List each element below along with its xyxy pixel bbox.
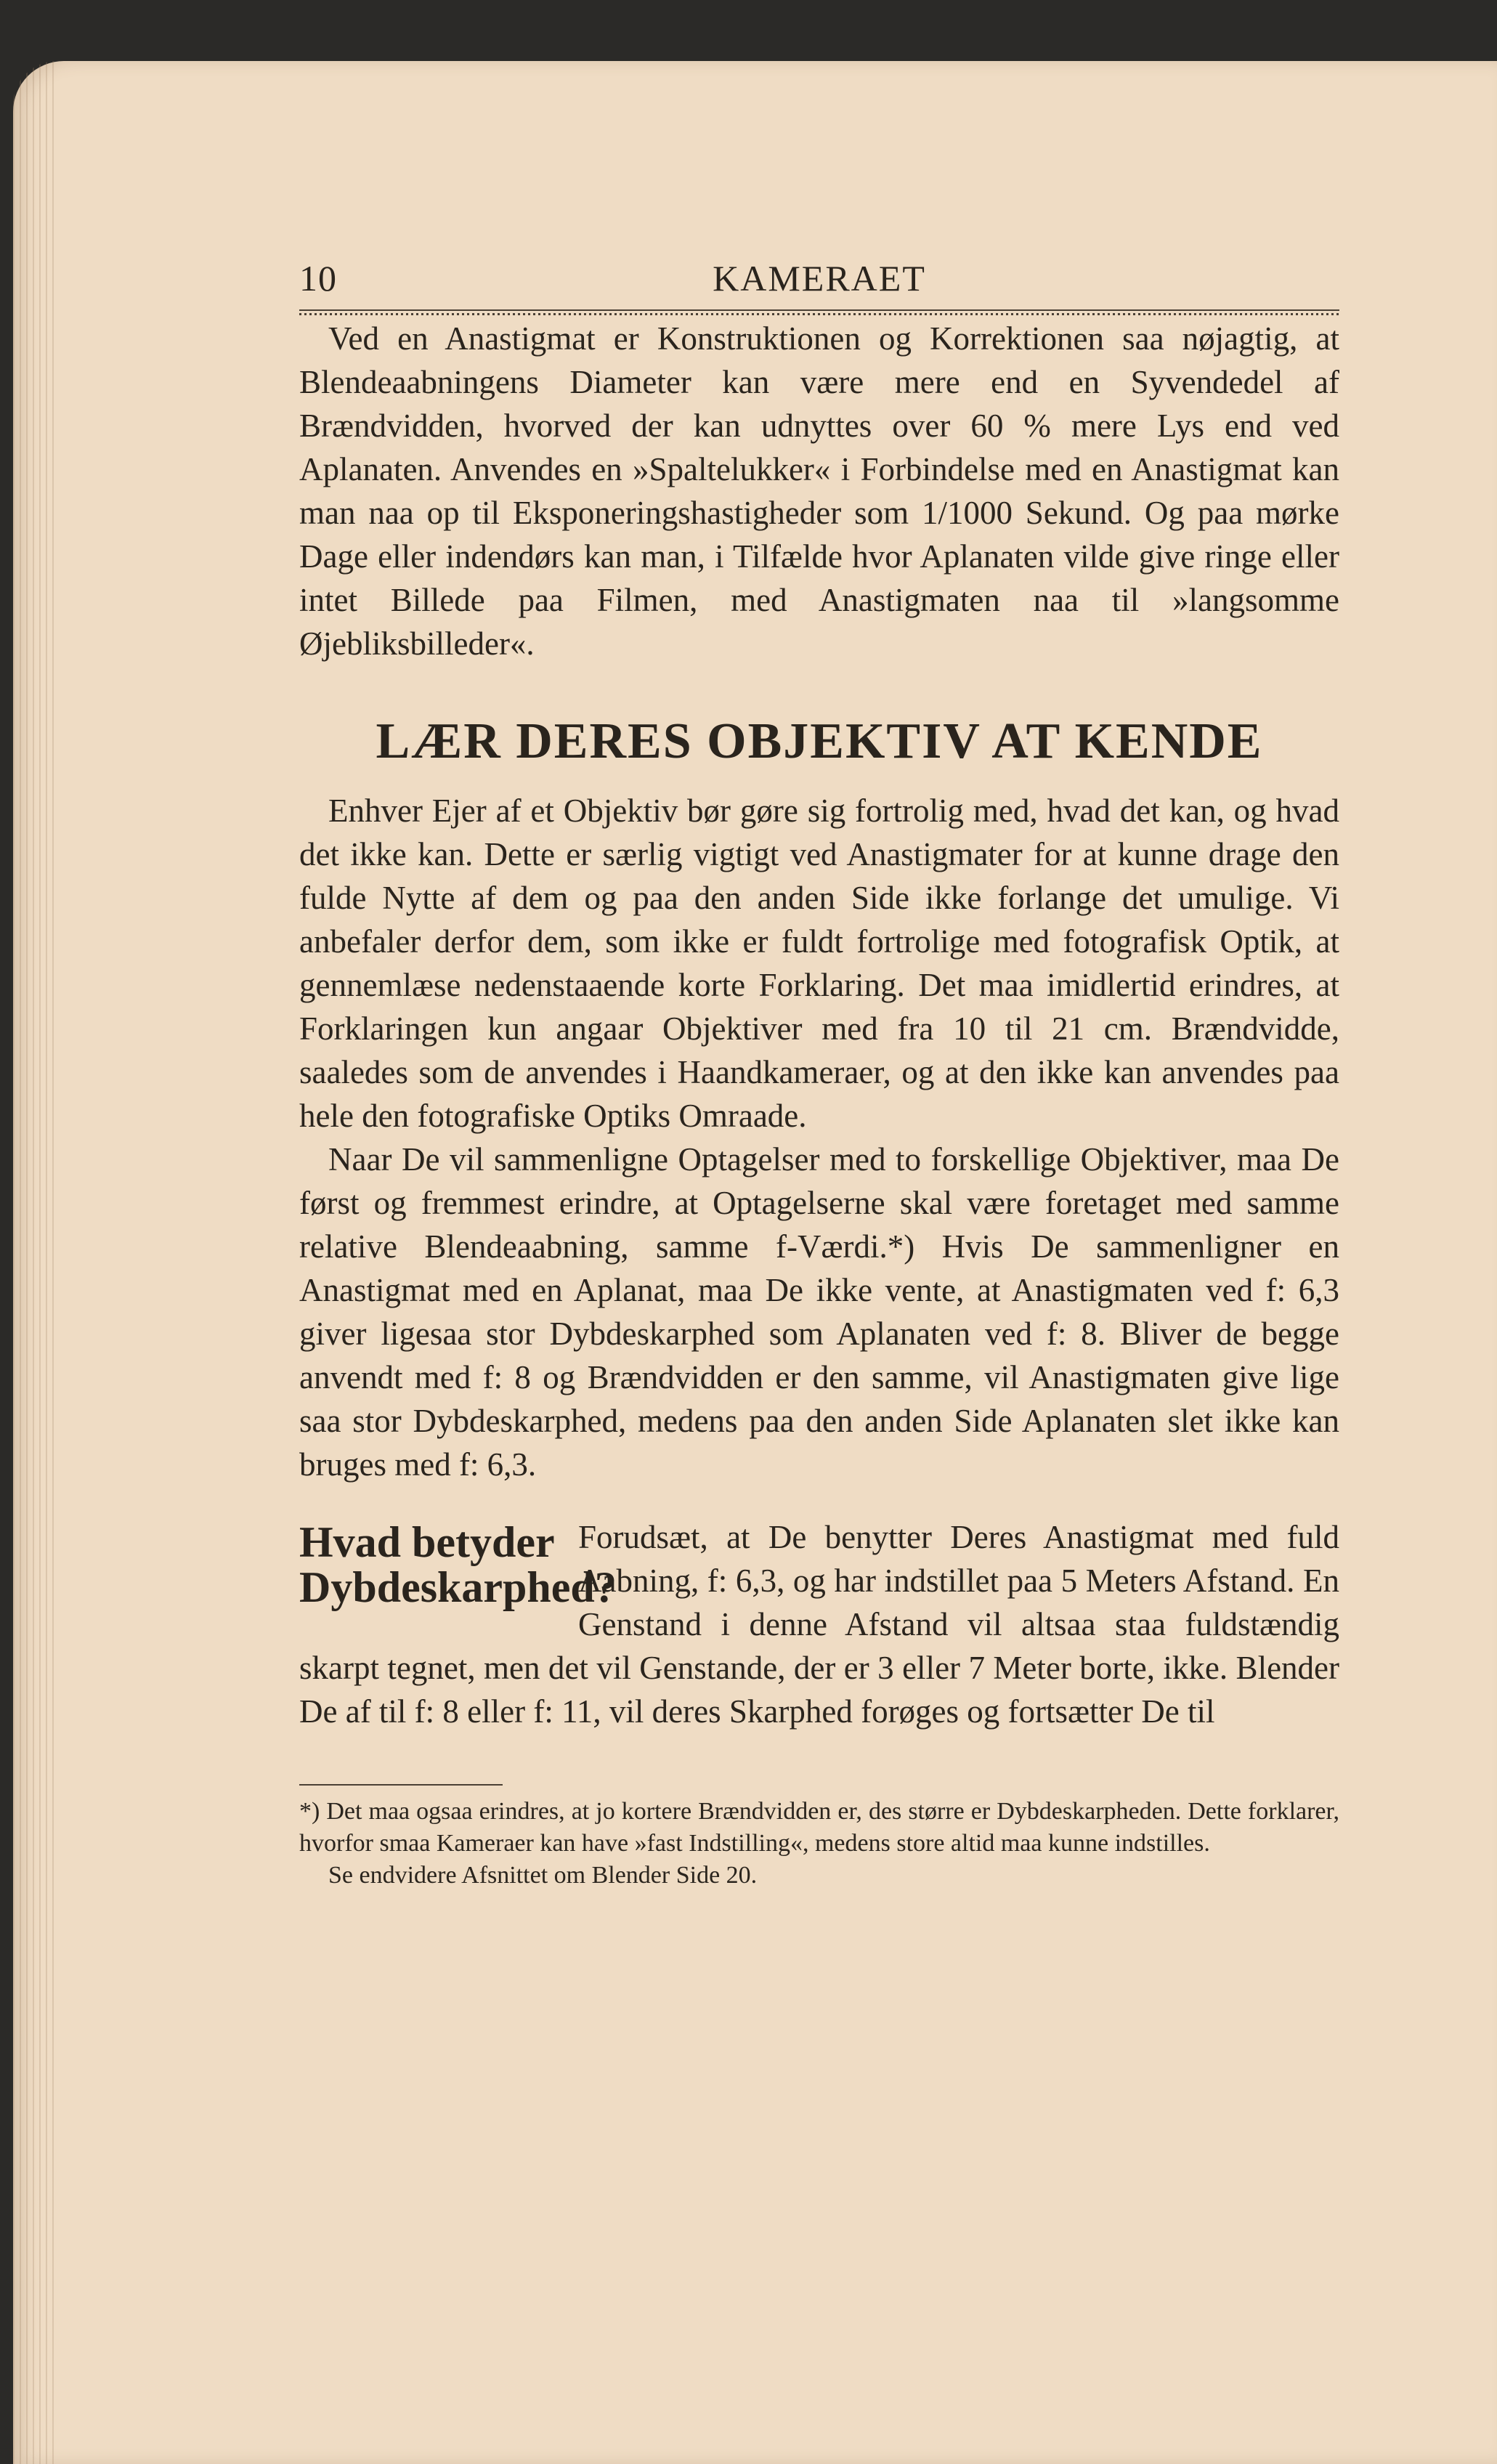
page-content xyxy=(299,247,1339,1892)
header-rule xyxy=(299,309,1339,317)
page-edges xyxy=(13,61,57,2464)
running-header xyxy=(299,247,1339,305)
footnote-1: *) Det maa ogsaa erindres, at jo kortere Brændvidden er, des større er Dybdeskarpheden. Dette forklarer, hvorfor smaa Kameraer kan have »fast Indstilling«, medens store altid maa kunne indstilles. xyxy=(299,1798,1339,1857)
question-block xyxy=(299,1515,1339,1733)
running-title: KAMERAET xyxy=(713,258,926,299)
footnote-2: Se endvidere Afsnittet om Blender Side 20. xyxy=(328,1862,758,1889)
footnote-rule xyxy=(299,1784,503,1786)
section-paragraph-1: Enhver Ejer af et Objektiv bør gøre sig fortrolig med, hvad det kan, og hvad det ikke kan. Dette er særlig vigtigt ved Anastigmater for at kunne drage den fulde Nytte af dem og paa den anden Side ikke forlange det umulige. Vi anbefaler derfor dem, som ikke er fuldt fortrolige med fotografisk Optik, at gennemlæse nedenstaaende korte Forklaring. Det maa imidlertid erindres, at Forklaringen kun angaar Objektiver med fra 10 til 21 cm. Brændvidde, saaledes som de anvendes i Haandkameraer, og at den ikke kan anvendes paa hele den fotografiske Optiks Omraade. xyxy=(299,793,1339,1134)
section-heading: LÆR DERES OBJEKTIV AT KENDE xyxy=(376,713,1263,769)
page-number: 10 xyxy=(299,258,337,299)
side-heading: Hvad betyder Dybdeskarphed? xyxy=(299,1518,617,1611)
section-paragraph-2: Naar De vil sammenligne Optagelser med to forskellige Objektiver, maa De først og fremmest erindre, at Optagelserne skal være foretaget med samme relative Blendeaabning, samme f-Værdi.*) Hvis De sammenligner en Anastigmat med en Aplanat, maa De ikke vente, at Anastigmaten ved f: 6,3 giver ligesaa stor Dybdeskarphed som Aplanaten ved f: 8. Bliver de begge anvendt med f: 8 og Brændvidden er den samme, vil Anastigmaten give lige saa stor Dybdeskarphed, medens paa den anden Side Aplanaten slet ikke kan bruges med f: 6,3. xyxy=(299,1141,1339,1483)
question-paragraph: Forudsæt, at De benytter Deres Anastigmat med fuld Aabning, f: 6,3, og har indstillet paa 5 Meters Afstand. En Genstand i denne Afstand vil altsaa staa fuldstændig skarpt tegnet, men det vil Genstande, der er 3 eller 7 Meter borte, ikke. Blender De af til f: 8 eller f: 11, vil deres Skarphed forøges og fortsætter De til xyxy=(299,1519,1339,1730)
intro-paragraph: Ved en Anastigmat er Konstruktionen og Korrektionen saa nøjagtig, at Blendeaabningens Diameter kan være mere end en Syvendedel af Brændvidden, hvorved der kan udnyttes over 60 % mere Lys end ved Aplanaten. Anvendes en »Spaltelukker« i Forbindelse med en Anastigmat kan man naa op til Eksponeringshastigheder som 1/1000 Sekund. Og paa mørke Dage eller indendørs kan man, i Tilfælde hvor Aplanaten vilde give ringe eller intet Billede paa Filmen, med Anastigmaten naa til »langsomme Øjebliksbilleder«. xyxy=(299,320,1339,662)
